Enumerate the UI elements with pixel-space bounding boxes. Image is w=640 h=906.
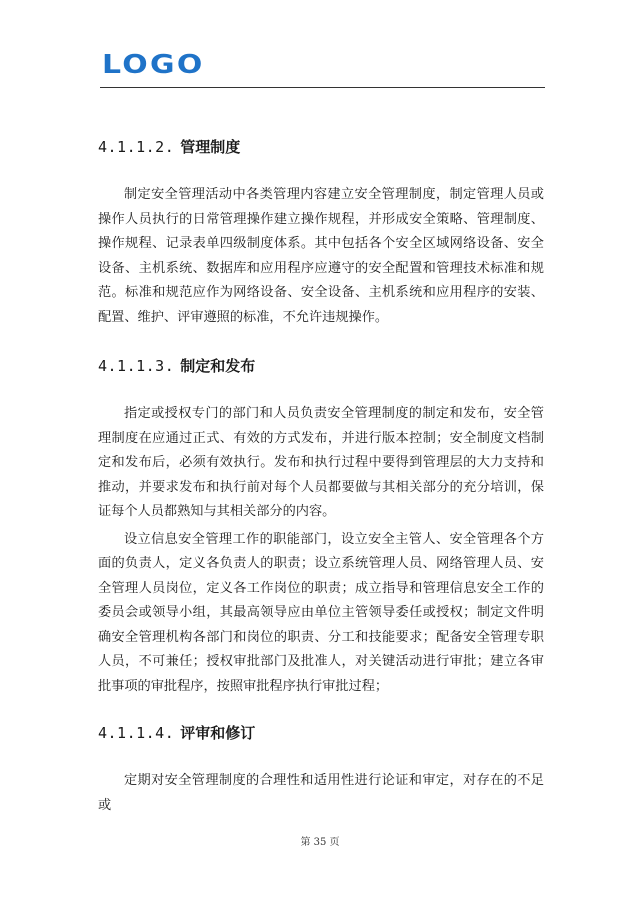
document-body [98,130,544,818]
section-number: 4.1.1.2. [98,138,175,156]
paragraph: 制定安全管理活动中各类管理内容建立安全管理制度，制定管理人员或操作人员执行的日常管理操作建立操作规程，并形成安全策略、管理制度、操作规程、记录表单四级制度体系。其中包括各个安全区域网络设备、安全设备、主机系统、数据库和应用程序应遵守的安全配置和管理技术标准和规范。标准和规范应作为网络设备、安全设备、主机系统和应用程序的安装、配置、维护、评审遵照的标准，不允许违规操作。 [98,187,544,325]
page-number: 第 35 页 [300,837,340,848]
section-title: 评审和修订 [180,724,256,742]
section-number: 4.1.1.3. [98,357,175,375]
header-divider [100,87,545,88]
section-heading-review-revision [98,723,544,743]
logo: LOGO [102,50,205,80]
paragraph: 指定或授权专门的部门和人员负责安全管理制度的制定和发布，安全管理制度在应通过正式、有效的方式发布，并进行版本控制；安全制度文档制定和发布后，必须有效执行。发布和执行过程中要得到管理层的大力支持和推动，并要求发布和执行前对每个人员都要做与其相关部分的充分培训，保证每个人员都熟知与其相关部分的内容。 [98,406,544,519]
section-heading-formulation-release [98,356,544,376]
paragraph: 定期对安全管理制度的合理性和适用性进行论证和审定，对存在的不足或 [98,773,544,813]
section-title: 制定和发布 [180,357,256,375]
paragraph: 设立信息安全管理工作的职能部门，设立安全主管人、安全管理各个方面的负责人，定义各负责人的职责；设立系统管理人员、网络管理人员、安全管理人员岗位，定义各工作岗位的职责；成立指导和管理信息安全工作的委员会或领导小组，其最高领导应由单位主管领导委任或授权；制定文件明确安全管理机构各部门和岗位的职责、分工和技能要求；配备安全管理专职人员，不可兼任；授权审批部门及批准人，对关键活动进行审批；建立各审批事项的审批程序，按照审批程序执行审批过程； [98,531,544,694]
section-number: 4.1.1.4. [98,724,175,742]
section-title: 管理制度 [180,138,241,156]
section-heading-management-system [98,137,544,157]
